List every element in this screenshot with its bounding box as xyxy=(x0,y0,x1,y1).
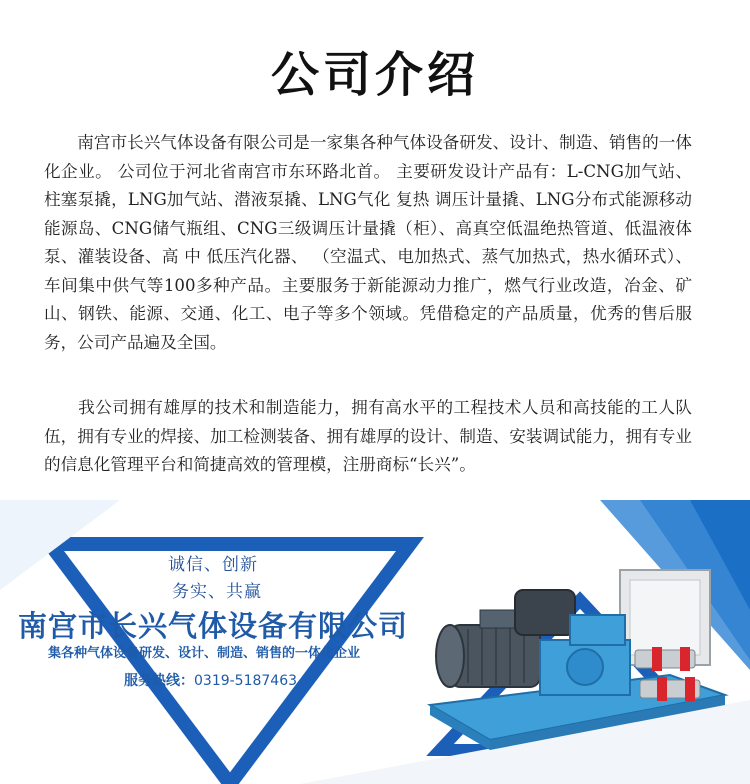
hotline xyxy=(124,670,297,690)
banner-tagline: 集各种气体设备研发、设计、制造、销售的一体化企业 xyxy=(48,646,361,661)
banner-company-name: 南宫市长兴气体设备有限公司 xyxy=(18,609,409,643)
intro-paragraph-1: 南宫市长兴气体设备有限公司是一家集各种气体设备研发、设计、制造、销售的一体化企业。 公司位于河北省南宫市东环路北首。 主要研发设计产品有：L-CNG加气站、柱塞泵撬，LNG加气站、潜液泵撬、LNG气化 复热 调压计量撬、LNG分布式能源移动能源岛、CNG储气瓶组、CNG三级调压计量撬（柜）、高真空低温绝热管道、低温液体泵、灌装设备、高 中 低压汽化器、 （空温式、电加热式、蒸气加热式，热水循环式）、车间集中供气等100多种产品。主要服务于新能源动力推广，燃气行业改造，冶金、矿山、钢铁、能源、交通、化工、电子等多个领域。凭借稳定的产品质量，优秀的售后服务，公司产品遍及全国。 xyxy=(44,133,692,352)
slogan-line-2: 务实、共赢 xyxy=(172,582,262,602)
hotline-number: 0319-5187463 xyxy=(194,673,298,689)
hotline-label: 服务热线： xyxy=(124,673,194,689)
company-banner xyxy=(0,500,750,784)
intro-paragraph-2: 我公司拥有雄厚的技术和制造能力，拥有高水平的工程技术人员和高技能的工人队伍，拥有专业的焊接、加工检测装备、拥有雄厚的设计、制造、安装调试能力，拥有专业的信息化管理平台和简捷高效的管理模，注册商标“长兴”。 xyxy=(44,398,692,474)
page-title: 公司介绍 xyxy=(270,47,479,103)
slogan-line-1: 诚信、创新 xyxy=(168,555,258,575)
pump-machine-image xyxy=(420,555,730,755)
